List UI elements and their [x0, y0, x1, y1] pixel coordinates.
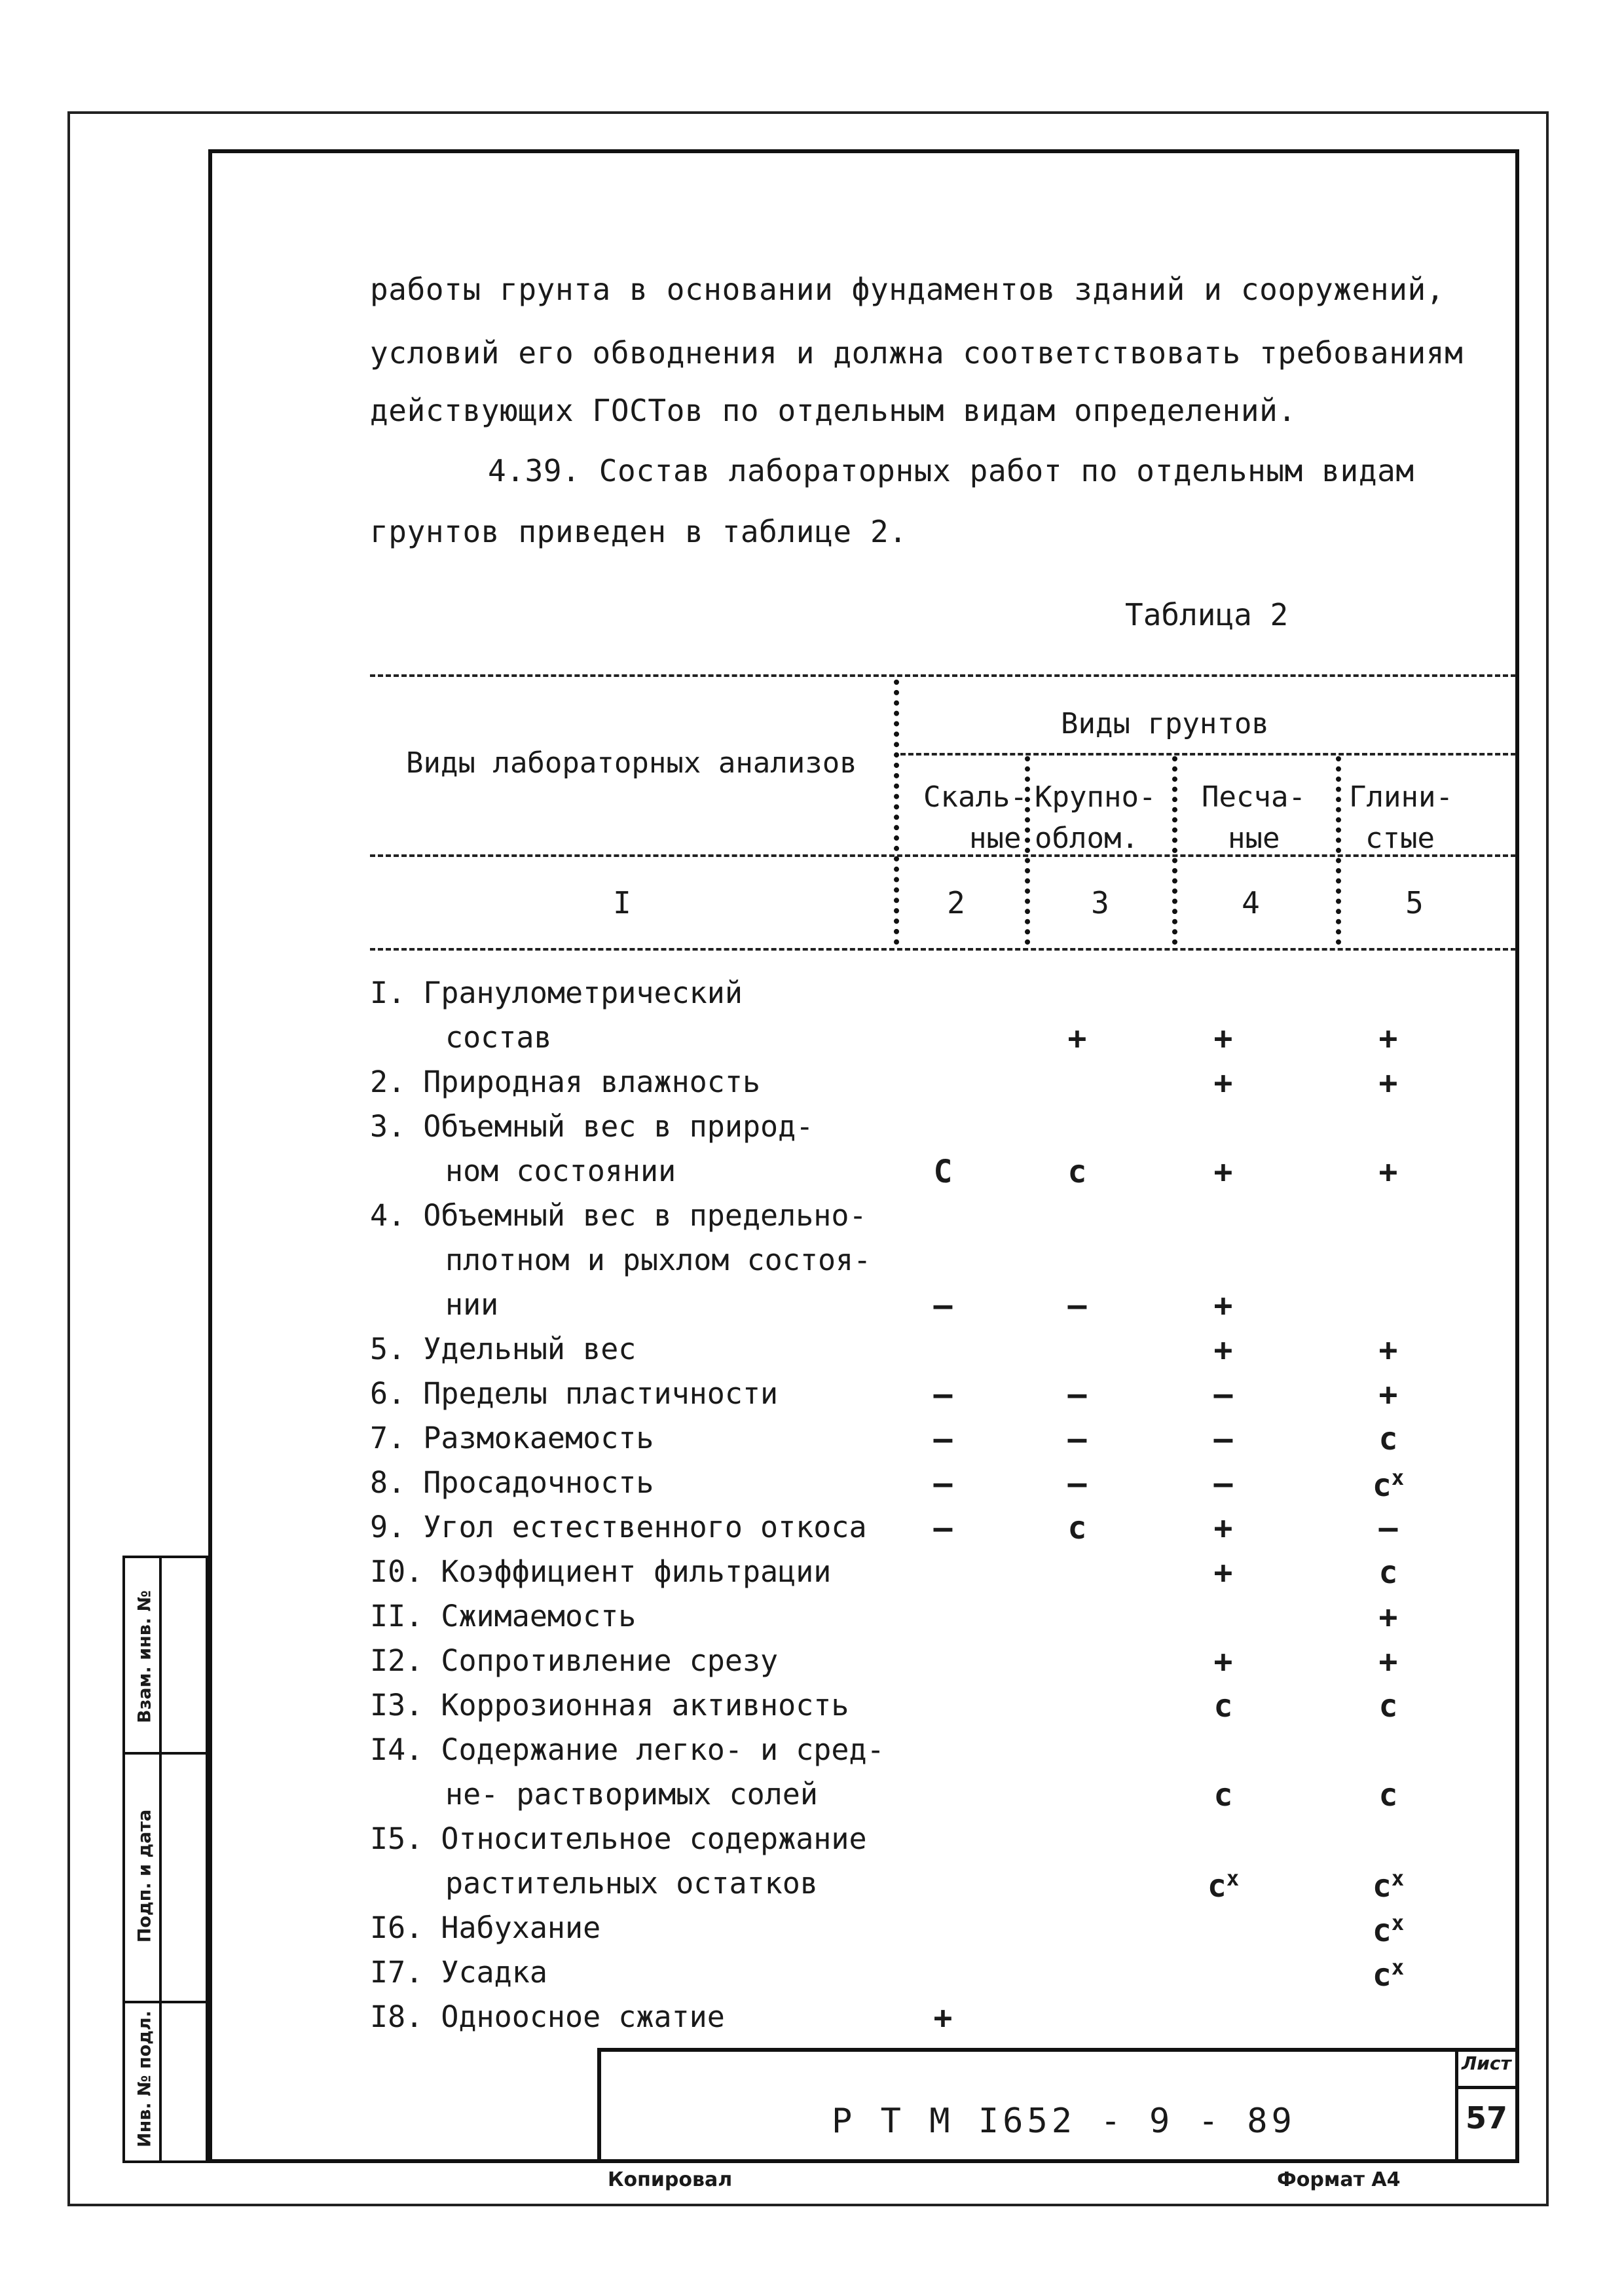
sheet-divider	[1455, 2086, 1519, 2089]
table-cell-mark: +	[1213, 1020, 1233, 1057]
col-separator-4	[1336, 756, 1341, 945]
row-label-line: нии	[445, 1287, 499, 1322]
side-cell-original	[125, 2003, 206, 2160]
table-numbers-rule	[370, 948, 1516, 951]
table-cell-mark: –	[933, 1376, 953, 1413]
table-cell-mark: С	[933, 1154, 953, 1190]
table-cell-mark: +	[1378, 1020, 1398, 1057]
row-label-line: I0. Коэффициент фильтрации	[370, 1554, 832, 1589]
table-group-rule	[900, 753, 1516, 756]
col-number-3: 3	[1091, 885, 1109, 920]
table-header-rule	[370, 854, 1516, 857]
table-cell-mark: –	[933, 1287, 953, 1324]
row-label-line: II. Сжимаемость	[370, 1599, 637, 1633]
table-cell-mark: $с^x$	[1207, 1866, 1240, 1904]
table-caption: Таблица 2	[1125, 597, 1289, 632]
row-label-line: I2. Сопротивление срезу	[370, 1643, 779, 1678]
table-cell-mark: –	[1067, 1376, 1087, 1413]
side-label-original-inv: Инв. № подл.	[134, 2011, 155, 2147]
table-cell-mark: –	[1067, 1287, 1087, 1324]
header-analysis-types: Виды лабораторных анализов	[406, 746, 857, 780]
body-line-4: 4.39. Состав лабораторных работ по отдельным видам	[488, 453, 1414, 488]
row-label-line: 5. Удельный вес	[370, 1332, 637, 1366]
copied-label: Копировал	[608, 2168, 733, 2191]
table-cell-mark: +	[1213, 1554, 1233, 1591]
table-cell-mark: $с^x$	[1372, 1955, 1405, 1994]
table-cell-mark: с	[1378, 1554, 1398, 1591]
row-label-line: 2. Природная влажность	[370, 1065, 761, 1099]
table-cell-mark: +	[1378, 1065, 1398, 1101]
body-line-5: грунтов приведен в таблице 2.	[370, 514, 908, 549]
col-number-2: 2	[947, 885, 965, 920]
document-code: Р Т М I652 - 9 - 89	[832, 2102, 1296, 2141]
table-cell-mark: +	[1213, 1287, 1233, 1324]
header-coarse-line1: Крупно-	[1035, 780, 1156, 814]
row-label-line: I3. Коррозионная активность	[370, 1688, 849, 1722]
row-label-line: 4. Объемный вес в предельно-	[370, 1198, 867, 1233]
row-label-line: ном состоянии	[445, 1154, 676, 1188]
body-line-3: действующих ГОСТов по отдельным видам определений.	[370, 393, 1297, 428]
table-cell-mark: +	[1213, 1154, 1233, 1190]
table-cell-mark: +	[1378, 1643, 1398, 1680]
table-cell-mark: +	[1378, 1332, 1398, 1368]
side-stamp-strip	[122, 1556, 208, 2163]
table-cell-mark: –	[933, 1465, 953, 1502]
row-label-line: 6. Пределы пластичности	[370, 1376, 779, 1411]
col-number-1: I	[613, 885, 631, 920]
row-label-line: не- растворимых солей	[445, 1777, 818, 1812]
row-label-line: 8. Просадочность	[370, 1465, 654, 1500]
side-cell-replacement	[125, 1558, 206, 1755]
header-coarse-line2: облом.	[1035, 822, 1139, 855]
header-sandy-line2: ные	[1228, 822, 1280, 855]
table-cell-mark: с	[1213, 1688, 1233, 1724]
table-cell-mark: +	[1378, 1599, 1398, 1635]
header-rocky-line2: ные	[969, 822, 1022, 855]
row-label-line: I4. Содержание легко- и сред-	[370, 1732, 885, 1767]
format-label: Формат А4	[1277, 2168, 1401, 2191]
table-cell-mark: –	[1213, 1465, 1233, 1502]
table-cell-mark: с	[1067, 1510, 1087, 1546]
table-cell-mark: +	[1378, 1154, 1398, 1190]
col-separator-1	[894, 680, 899, 945]
table-cell-mark: +	[1378, 1376, 1398, 1413]
table-cell-mark: –	[1067, 1465, 1087, 1502]
col-number-5: 5	[1405, 885, 1424, 920]
table-cell-mark: $с^x$	[1372, 1866, 1405, 1904]
table-cell-mark: с	[1378, 1688, 1398, 1724]
row-label-line: I5. Относительное содержание	[370, 1821, 867, 1856]
header-soil-types: Виды грунтов	[1061, 707, 1269, 740]
table-cell-mark: +	[1213, 1643, 1233, 1680]
row-label-line: I7. Усадка	[370, 1955, 547, 1990]
table-cell-mark: –	[1067, 1421, 1087, 1457]
table-cell-mark: –	[1213, 1421, 1233, 1457]
row-label-line: состав	[445, 1020, 552, 1055]
table-cell-mark: с	[1378, 1777, 1398, 1813]
table-cell-mark: +	[1213, 1332, 1233, 1368]
side-label-signature-date: Подп. и дата	[134, 1809, 155, 1943]
row-label-line: 9. Угол естественного откоса	[370, 1510, 867, 1544]
table-cell-mark: с	[1213, 1777, 1233, 1813]
side-label-replacement-inv: Взам. инв. №	[134, 1590, 155, 1724]
body-line-2: условий его обводнения и должна соответствовать требованиям	[370, 335, 1464, 371]
row-label-line: плотном и рыхлом состоя-	[445, 1243, 872, 1277]
sheet-label: Лист	[1462, 2052, 1511, 2074]
body-line-1: работы грунта в основании фундаментов зданий и сооружений,	[370, 272, 1445, 307]
row-label-line: I8. Одноосное сжатие	[370, 1999, 725, 2034]
page-frame	[208, 149, 1519, 2163]
side-cell-signature	[125, 1755, 206, 2003]
sheet-number: 57	[1466, 2100, 1508, 2136]
table-cell-mark: –	[1378, 1510, 1398, 1546]
table-cell-mark: –	[933, 1421, 953, 1457]
table-cell-mark: +	[933, 1999, 953, 2036]
table-cell-mark: $с^x$	[1372, 1465, 1405, 1504]
table-cell-mark: +	[1213, 1510, 1233, 1546]
header-clay-line2: стые	[1365, 822, 1435, 855]
row-label-line: 3. Объемный вес в природ-	[370, 1109, 814, 1144]
table-cell-mark: +	[1067, 1020, 1087, 1057]
col-number-4: 4	[1242, 885, 1260, 920]
header-rocky-line1: Скаль-	[923, 780, 1027, 814]
row-label-line: 7. Размокаемость	[370, 1421, 654, 1455]
table-cell-mark: –	[933, 1510, 953, 1546]
table-cell-mark: с	[1378, 1421, 1398, 1457]
table-cell-mark: +	[1213, 1065, 1233, 1101]
row-label-line: растительных остатков	[445, 1866, 818, 1901]
header-sandy-line1: Песча-	[1202, 780, 1306, 814]
row-label-line: I. Гранулометрический	[370, 975, 743, 1010]
col-separator-3	[1172, 756, 1177, 945]
table-cell-mark: $с^x$	[1372, 1910, 1405, 1949]
table-cell-mark: с	[1067, 1154, 1087, 1190]
table-top-rule	[370, 674, 1516, 677]
table-cell-mark: –	[1213, 1376, 1233, 1413]
row-label-line: I6. Набухание	[370, 1910, 601, 1945]
header-clay-line1: Глини-	[1349, 780, 1453, 814]
